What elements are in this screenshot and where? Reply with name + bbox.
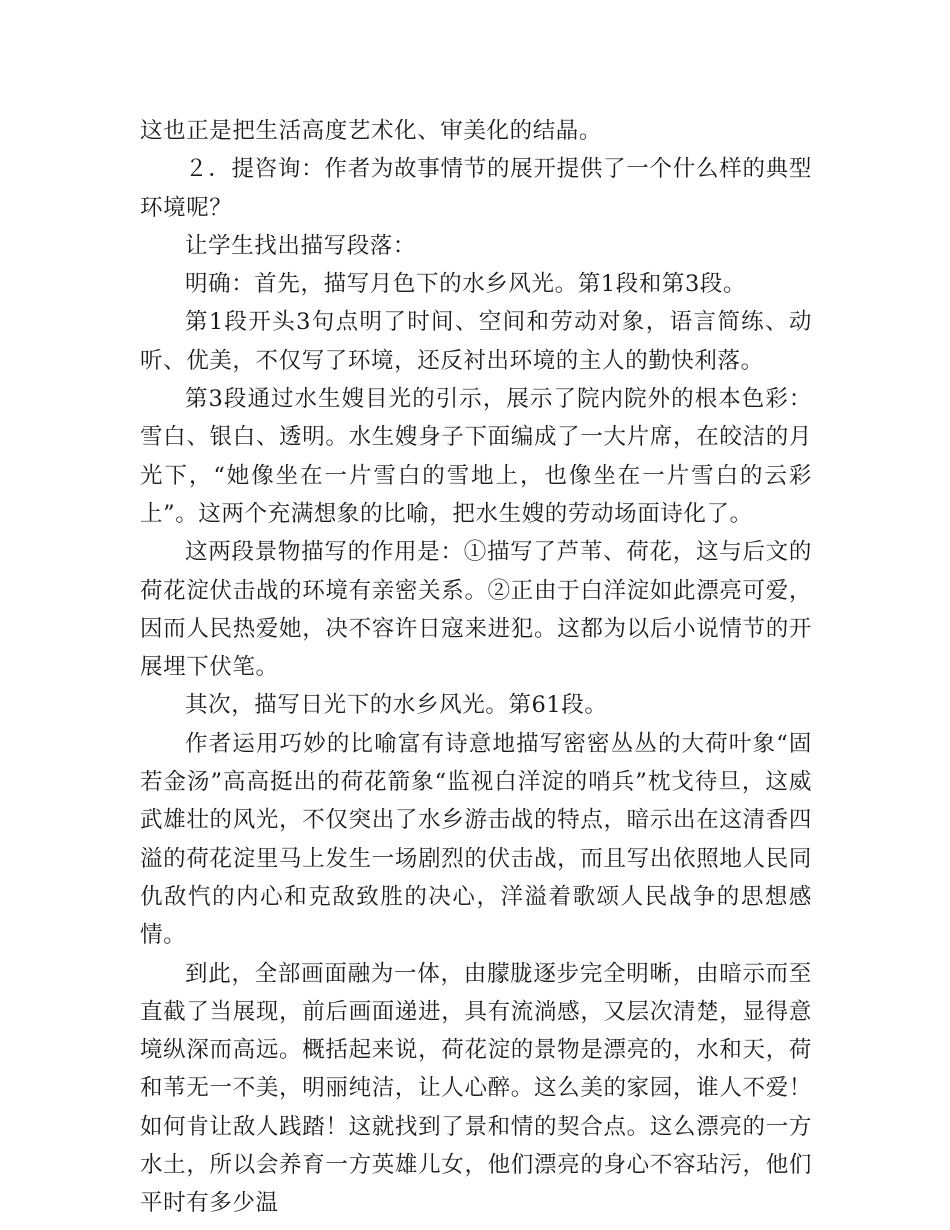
paragraph-6: 第3段通过水生嫂目光的引示，展示了院内院外的根本色彩：雪白、银白、透明。水生嫂身子下面编成了一大片席，在皎洁的月光下，“她像坐在一片雪白的雪地上，也像坐在一片雪白的云彩上”。这两个充满想象的比喻，把水生嫂的劳动场面诗化了。 xyxy=(140,386,812,527)
paragraph-4: 明确：首先，描写月色下的水乡风光。第1段和第3段。 xyxy=(185,271,747,298)
paragraph-1: 这也正是把生活高度艺术化、审美化的结晶。 xyxy=(140,118,603,144)
paragraph-10: 到此，全部画面融为一体，由朦胧逐步完全明晰，由暗示而至直截了当展现，前后画面递进，具有流淌感，又层次清楚，显得意境纵深而高远。概括起来说，荷花淀的景物是漂亮的，水和天，荷和苇无一不美，明丽纯洁，让人心醉。这么美的家园，谁人不爱！如何肯让敌人践踏！这就找到了景和情的契合点。这么漂亮的一方水土，所以会养育一方英雄儿女，他们漂亮的身心不容玷污，他们平时有多少温 xyxy=(140,960,812,1217)
paragraph-8: 其次，描写日光下的水乡风光。第61段。 xyxy=(185,692,608,719)
document-body xyxy=(140,112,812,1223)
paragraph-7: 这两段景物描写的作用是：①描写了芦苇、荷花，这与后文的荷花淀伏击战的环境有亲密关系。②正由于白洋淀如此漂亮可爱，因而人民热爱她，决不容许日寇来进犯。这都为以后小说情节的开展埋下伏笔。 xyxy=(140,539,812,681)
paragraph-2: ２．提咨询：作者为故事情节的展开提供了一个什么样的典型环境呢？ xyxy=(140,156,812,221)
paragraph-5: 第1段开头3句点明了时间、空间和劳动对象，语言简练、动听、优美，不仅写了环境，还反衬出环境的主人的勤快利落。 xyxy=(140,309,812,374)
paragraph-9: 作者运用巧妙的比喻富有诗意地描写密密丛丛的大荷叶象“固若金汤”高高挺出的荷花箭象“监视白洋淀的哨兵”枕戈待旦，这威武雄壮的风光，不仅突出了水乡游击战的特点，暗示出在这清香四溢的荷花淀里马上发生一场剧烈的伏击战，而且写出依照地人民同仇敌忾的内心和克敌致胜的决心，洋溢着歌颂人民战争的思想感情。 xyxy=(140,730,812,949)
paragraph-3: 让学生找出描写段落： xyxy=(185,232,417,259)
